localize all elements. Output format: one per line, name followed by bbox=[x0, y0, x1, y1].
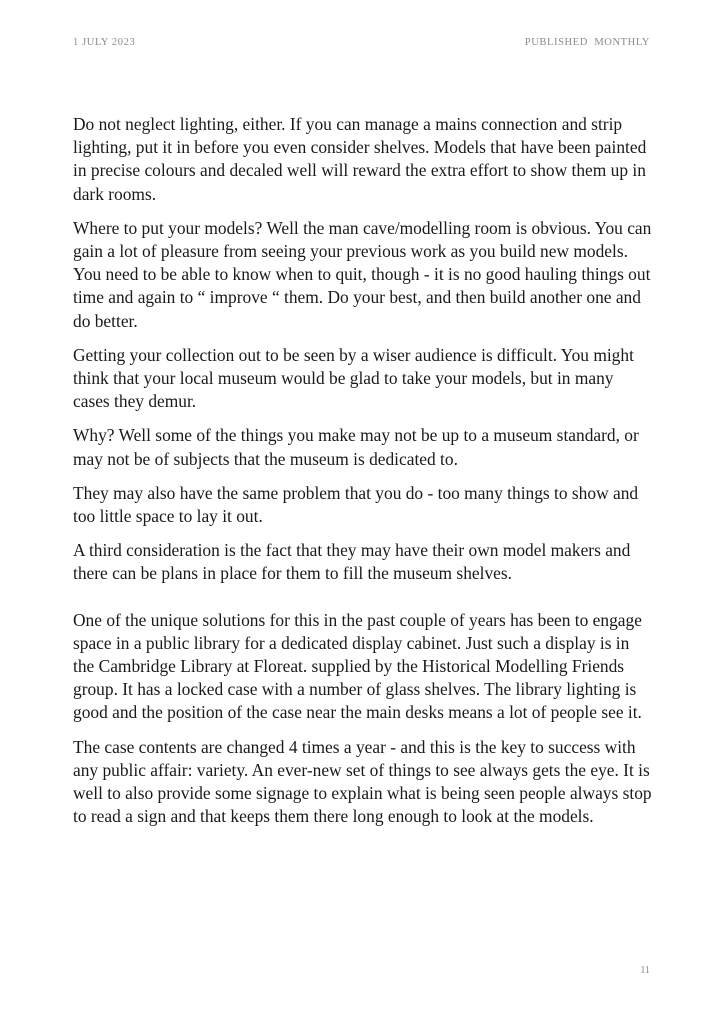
paragraph-where-to-put-models: Where to put your models? Well the man cave/modelling room is obvious. You can gain a lot of pleasure from seeing your previous work as you build new models. You need to be able to know when to quit, though - it is no good hauling things out time and again to “ improve “ them. Do your best, and then build another one and do better. bbox=[73, 217, 652, 331]
paragraph-variety: The case contents are changed 4 times a year - and this is the key to success with any public affair: variety. An ever-new set of things to see always gets the eye. It is well to also provide some signage to explain what is being seen people always stop to read a sign and that keeps them there long enough to look at the models. bbox=[73, 736, 652, 827]
header-publication-frequency: PUBLISHED MONTHLY bbox=[524, 37, 650, 48]
article-body bbox=[73, 113, 653, 839]
paragraph-space-problem: They may also have the same problem that you do - too many things to show and too little space to lay it out. bbox=[73, 482, 639, 527]
paragraph-wider-audience: Getting your collection out to be seen by a wiser audience is difficult. You might think that your local museum would be glad to take your models, but in many cases they demur. bbox=[73, 344, 634, 412]
paragraph-museum-model-makers: A third consideration is the fact that they may have their own model makers and there can be plans in place for them to fill the museum shelves. bbox=[73, 540, 631, 584]
paragraph-museum-standard: Why? Well some of the things you make may not be up to a museum standard, or may not be of subjects that the museum is dedicated to. bbox=[73, 425, 639, 469]
paragraph-library-display: One of the unique solutions for this in the past couple of years has been to engage space in a public library for a dedicated display cabinet. Just such a display is in the Cambridge Library at Floreat. supplied by the Historical Modelling Friends group. It has a locked case with a number of glass shelves. The library lighting is good and the position of the case near the main desks means a lot of people see it. bbox=[73, 609, 642, 723]
page-number: 11 bbox=[640, 965, 650, 976]
header-date: 1 JULY 2023 bbox=[73, 37, 136, 48]
paragraph-lighting: Do not neglect lighting, either. If you can manage a mains connection and strip lighting, put it in before you even consider shelves. Models that have been painted in precise colours and decaled well will reward the extra effort to show them up in dark rooms. bbox=[73, 114, 647, 204]
